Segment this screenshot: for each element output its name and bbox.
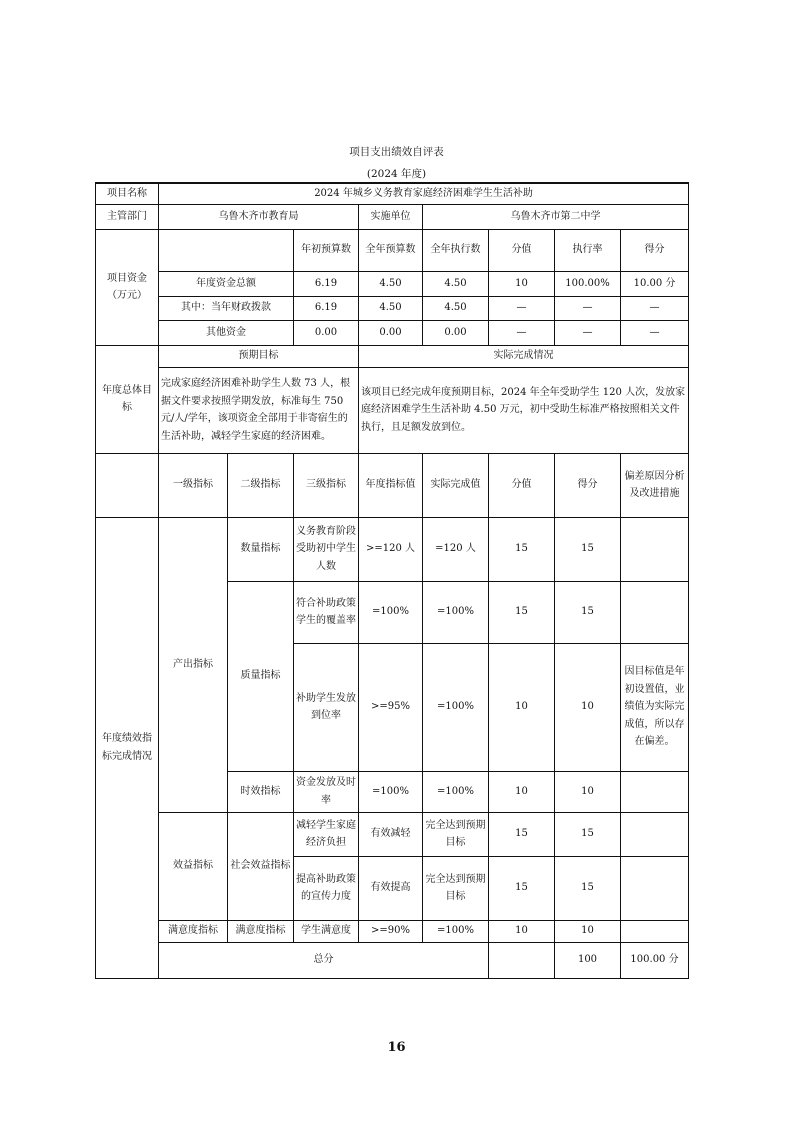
indicator-actual: 完全达到预期目标 xyxy=(423,856,489,920)
indicator-target: >=95% xyxy=(359,643,423,771)
funds-cell: — xyxy=(489,296,555,320)
document-subtitle: (2024 年度) xyxy=(366,168,427,180)
indicator-deviation xyxy=(621,812,689,856)
indicator-actual: =100% xyxy=(423,771,489,812)
indicator-target: >=90% xyxy=(359,920,423,942)
indicator-score: 15 xyxy=(555,581,621,643)
funds-cell: 10 xyxy=(489,271,555,296)
perf-header-actual: 实际完成值 xyxy=(423,453,489,517)
indicator-deviation xyxy=(621,581,689,643)
funds-cell: — xyxy=(621,320,689,345)
indicator-deviation xyxy=(621,920,689,942)
impl-value: 乌鲁木齐市第二中学 xyxy=(423,204,689,229)
funds-cell: 4.50 xyxy=(359,296,423,320)
funds-cell: 4.50 xyxy=(423,271,489,296)
funds-cell: 10.00 分 xyxy=(621,271,689,296)
indicator-score: 15 xyxy=(555,856,621,920)
impl-label: 实施单位 xyxy=(359,204,423,229)
level2-quantity: 数量指标 xyxy=(228,517,294,581)
indicator-name: 义务教育阶段受助初中学生人数 xyxy=(294,517,359,581)
funds-cell: 6.19 xyxy=(294,296,359,320)
indicator-target: 有效减轻 xyxy=(359,812,423,856)
perf-header-deviation: 偏差原因分析及改进措施 xyxy=(621,453,689,517)
funds-label: 项目资金（万元） xyxy=(96,229,159,345)
indicator-actual: =120 人 xyxy=(423,517,489,581)
funds-row-label: 其他资金 xyxy=(159,320,294,345)
indicator-actual: 完全达到预期目标 xyxy=(423,812,489,856)
indicator-name: 减轻学生家庭经济负担 xyxy=(294,812,359,856)
level2-social-benefit: 社会效益指标 xyxy=(228,812,294,920)
indicator-name: 资金发放及时率 xyxy=(294,771,359,812)
funds-cell: 4.50 xyxy=(359,271,423,296)
indicator-actual: =100% xyxy=(423,643,489,771)
page-number: 16 xyxy=(387,1040,406,1055)
total-blank xyxy=(489,942,555,978)
performance-table xyxy=(95,182,689,979)
funds-header-4: 执行率 xyxy=(555,229,621,271)
perf-header-score: 得分 xyxy=(555,453,621,517)
indicator-score: 10 xyxy=(555,771,621,812)
funds-cell: — xyxy=(555,320,621,345)
indicator-deviation xyxy=(621,856,689,920)
indicator-score: 15 xyxy=(555,812,621,856)
goal-label: 年度总体目标 xyxy=(96,345,159,453)
goal-actual-header: 实际完成情况 xyxy=(359,345,689,367)
level2-timeliness: 时效指标 xyxy=(228,771,294,812)
indicator-deviation: 因目标值是年初设置值，业绩值为实际完成值，所以存在偏差。 xyxy=(621,643,689,771)
funds-cell: — xyxy=(555,296,621,320)
indicator-score-value: 10 xyxy=(489,920,555,942)
indicator-target: >=120 人 xyxy=(359,517,423,581)
indicator-name: 提高补助政策的宣传力度 xyxy=(294,856,359,920)
level2-satisfaction: 满意度指标 xyxy=(228,920,294,942)
funds-row-label: 其中：当年财政拨款 xyxy=(159,296,294,320)
document-title: 项目支出绩效自评表 xyxy=(349,146,444,158)
perf-label: 年度绩效指标完成情况 xyxy=(96,517,159,978)
level1-benefit: 效益指标 xyxy=(159,812,228,920)
total-score: 100.00 分 xyxy=(621,942,689,978)
funds-cell: 0.00 xyxy=(423,320,489,345)
indicator-target: 有效提高 xyxy=(359,856,423,920)
indicator-actual: =100% xyxy=(423,581,489,643)
funds-header-5: 得分 xyxy=(621,229,689,271)
funds-cell: 6.19 xyxy=(294,271,359,296)
perf-header-level1: 一级指标 xyxy=(159,453,228,517)
level1-satisfaction: 满意度指标 xyxy=(159,920,228,942)
indicator-name: 学生满意度 xyxy=(294,920,359,942)
dept-value: 乌鲁木齐市教育局 xyxy=(159,204,359,229)
funds-cell: 0.00 xyxy=(294,320,359,345)
level2-quality: 质量指标 xyxy=(228,581,294,771)
perf-header-value: 分值 xyxy=(489,453,555,517)
funds-header-blank xyxy=(159,229,294,271)
funds-cell: — xyxy=(489,320,555,345)
indicator-deviation xyxy=(621,771,689,812)
project-name-label: 项目名称 xyxy=(96,183,159,204)
indicator-score-value: 15 xyxy=(489,517,555,581)
indicator-score-value: 10 xyxy=(489,643,555,771)
funds-cell: 0.00 xyxy=(359,320,423,345)
goal-actual-text: 该项目已经完成年度预期目标，2024 年全年受助学生 120 人次，发放家庭经济困难学生生活补助 4.50 万元，初中受助生标准严格按照相关文件执行，且足额发放到位。 xyxy=(359,367,689,453)
indicator-score-value: 10 xyxy=(489,771,555,812)
indicator-score: 10 xyxy=(555,920,621,942)
indicator-score: 10 xyxy=(555,643,621,771)
indicator-target: =100% xyxy=(359,581,423,643)
indicator-score-value: 15 xyxy=(489,812,555,856)
indicator-score-value: 15 xyxy=(489,856,555,920)
goal-expected-header: 预期目标 xyxy=(159,345,359,367)
funds-header-0: 年初预算数 xyxy=(294,229,359,271)
funds-cell: — xyxy=(621,296,689,320)
indicator-name: 符合补助政策学生的覆盖率 xyxy=(294,581,359,643)
perf-header-blank xyxy=(96,453,159,517)
funds-header-2: 全年执行数 xyxy=(423,229,489,271)
total-value: 100 xyxy=(555,942,621,978)
goal-expected-text: 完成家庭经济困难补助学生人数 73 人，根据文件要求按照学期发放，标准每生 750 元/人/学年，该项资金全部用于非寄宿生的生活补助，减轻学生家庭的经济困难。 xyxy=(159,367,359,453)
funds-header-1: 全年预算数 xyxy=(359,229,423,271)
funds-header-3: 分值 xyxy=(489,229,555,271)
project-name: 2024 年城乡义务教育家庭经济困难学生生活补助 xyxy=(159,183,689,204)
dept-label: 主管部门 xyxy=(96,204,159,229)
funds-row-label: 年度资金总额 xyxy=(159,271,294,296)
indicator-score-value: 15 xyxy=(489,581,555,643)
indicator-deviation xyxy=(621,517,689,581)
indicator-actual: =100% xyxy=(423,920,489,942)
perf-header-target: 年度指标值 xyxy=(359,453,423,517)
level1-output: 产出指标 xyxy=(159,517,228,812)
total-label: 总分 xyxy=(159,942,489,978)
perf-header-level3: 三级指标 xyxy=(294,453,359,517)
funds-cell: 100.00% xyxy=(555,271,621,296)
indicator-target: =100% xyxy=(359,771,423,812)
indicator-score: 15 xyxy=(555,517,621,581)
perf-header-level2: 二级指标 xyxy=(228,453,294,517)
funds-cell: 4.50 xyxy=(423,296,489,320)
indicator-name: 补助学生发放到位率 xyxy=(294,643,359,771)
